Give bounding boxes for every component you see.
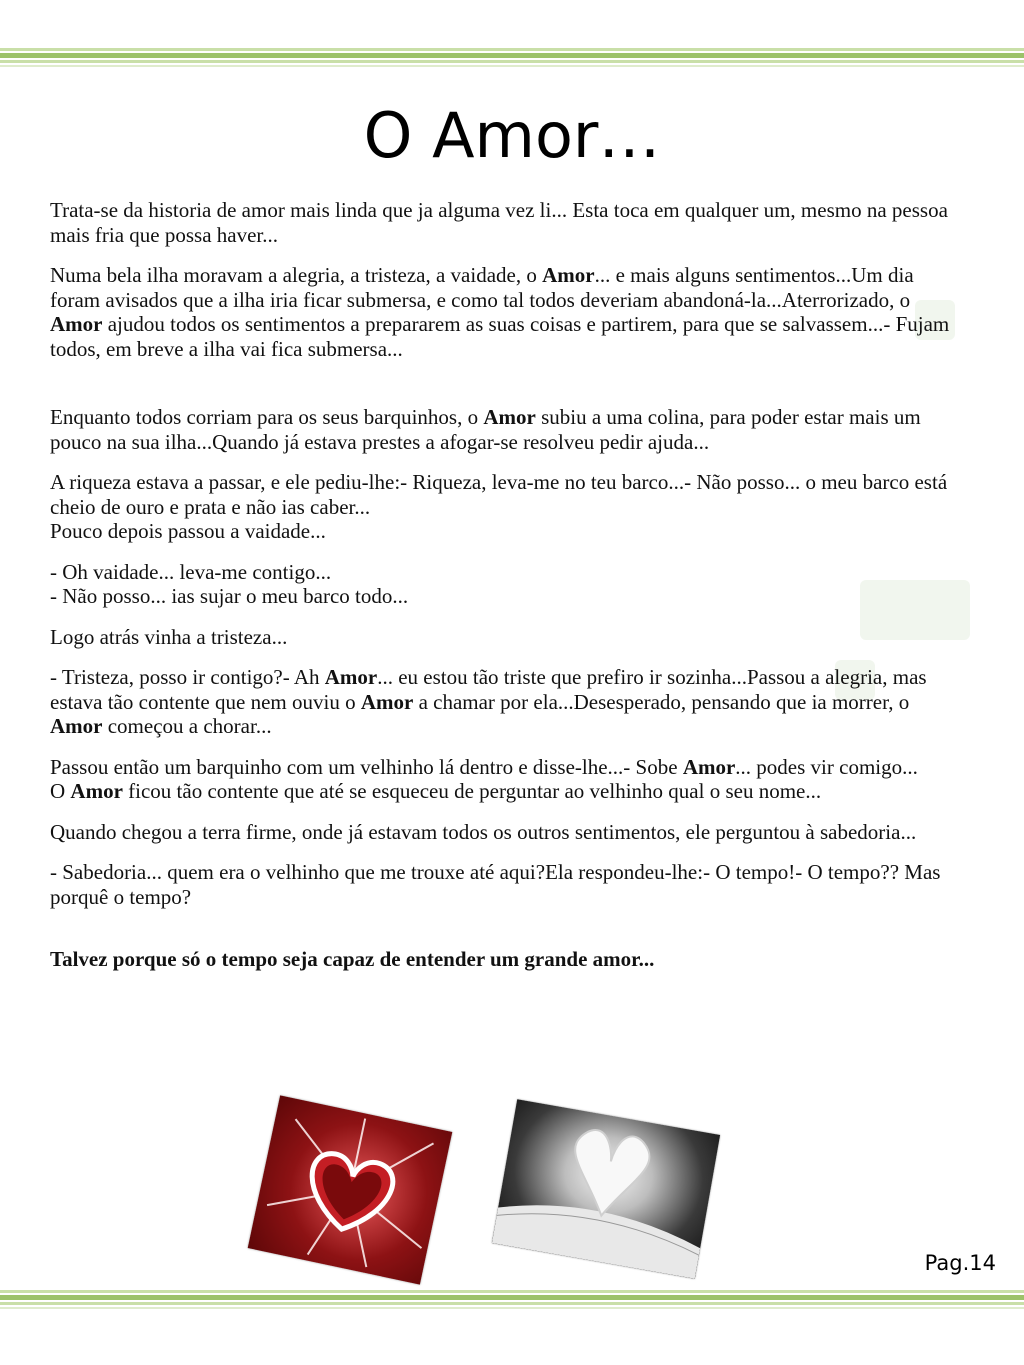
paragraph-1: Trata-se da historia de amor mais linda que ja alguma vez li... Esta toca em qualquer um, mesmo na pessoa mais fria que possa haver... [50, 198, 948, 247]
bottom-border [0, 1290, 1024, 1312]
paragraph-6: Logo atrás vinha a tristeza... [50, 624, 288, 649]
paragraph-9: Quando chegou a terra firme, onde já estavam todos os outros sentimentos, ele perguntou à sabedoria... [50, 819, 917, 844]
paragraph-10: - Sabedoria... quem era o velhinho que me trouxe até aqui?Ela respondeu-lhe:- O tempo!- O tempo?? Mas porquê o tempo? [50, 860, 941, 909]
top-border [0, 48, 1024, 70]
paragraph-3: Enquanto todos corriam para os seus barquinhos, o Amor subiu a uma colina, para poder estar mais um pouco na sua ilha...Quando já estava prestes a afogar-se resolveu pedir ajuda... [50, 405, 921, 454]
page-title: O Amor… [363, 99, 661, 172]
book-heart-image [492, 1099, 720, 1279]
paragraph-2: Numa bela ilha moravam a alegria, a tristeza, a vaidade, o Amor... e mais alguns sentimentos...Um dia foram avisados que a ilha iria ficar submersa, e como tal todos deveriam abandoná-la...Aterrorizado, o Amor ajudou todos os sentimentos a prepararem as suas coisas e partirem, para que se salvassem...- Fujam todos, em breve a ilha vai fica submersa... [50, 263, 950, 361]
red-heart-image [248, 1095, 453, 1284]
paragraph-8: Passou então um barquinho com um velhinho lá dentro e disse-lhe...- Sobe Amor... podes vir comigo... O Amor ficou tão contente que até se esqueceu de perguntar ao velhinho qual o seu nome... [50, 754, 918, 803]
paragraph-5: - Oh vaidade... leva-me contigo... - Não posso... ias sujar o meu barco todo... [50, 559, 409, 608]
paragraph-7: - Tristeza, posso ir contigo?- Ah Amor... eu estou tão triste que prefiro ir sozinha...Passou a alegria, mas estava tão contente que nem ouviu o Amor a chamar por ela...Desesperado, pensando que ia morrer, o Amor começou a chorar... [50, 665, 927, 738]
story-text [50, 198, 960, 988]
page-number: Pag.14 [924, 1251, 996, 1275]
closing-line: Talvez porque só o tempo seja capaz de entender um grande amor... [50, 947, 655, 971]
paragraph-4: A riqueza estava a passar, e ele pediu-lhe:- Riqueza, leva-me no teu barco...- Não posso... o meu barco está cheio de ouro e prata e não ias caber... Pouco depois passou a vaidade... [50, 470, 948, 543]
